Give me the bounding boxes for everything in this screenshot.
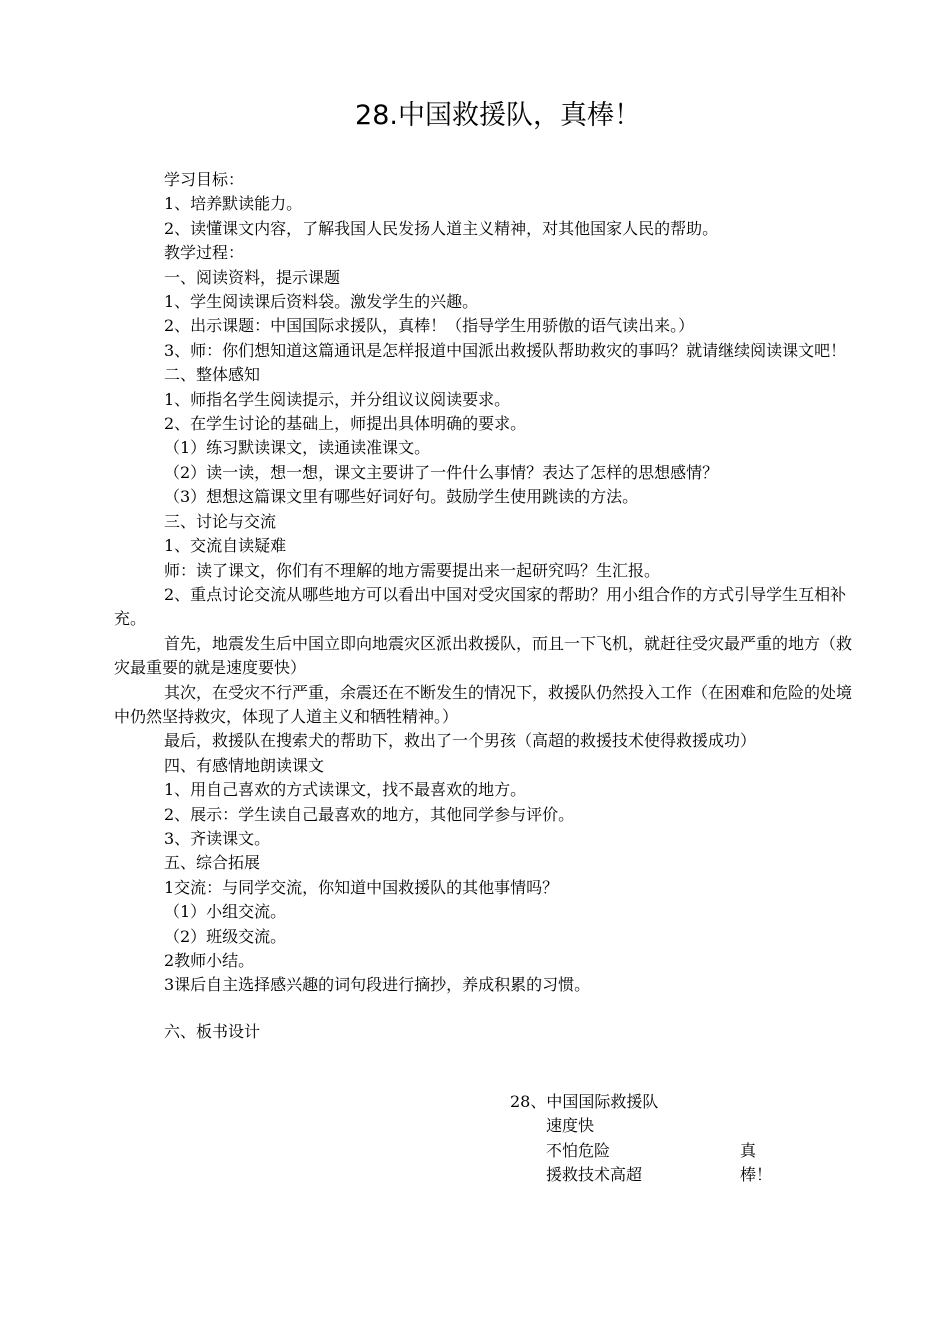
paragraph: 2、展示：学生读自己最喜欢的地方，其他同学参与评价。: [164, 804, 575, 824]
paragraph: 1、培养默读能力。: [164, 194, 303, 214]
board-title: 28、中国国际救援队: [510, 1092, 659, 1111]
paragraph: 2、重点讨论交流从哪些地方可以看出中国对受灾国家的帮助？用小组合作的方式引导学生互相补充。: [114, 584, 847, 629]
document-title: 28.中国救援队，真棒！: [355, 100, 641, 131]
board-slogan: 真棒！: [740, 1140, 773, 1185]
paragraph: 教学过程：: [164, 243, 245, 263]
paragraph: 3课后自主选择感兴趣的词句段进行摘抄，养成积累的习惯。: [164, 975, 591, 995]
board-item: 速度快: [546, 1116, 595, 1136]
paragraph: 1、师指名学生阅读提示，并分组议议阅读要求。: [164, 389, 511, 409]
paragraph: 2、在学生讨论的基础上，师提出具体明确的要求。: [164, 414, 527, 434]
paragraph: 五、综合拓展: [164, 853, 261, 873]
blackboard-design: [510, 1090, 773, 1188]
paragraph: 1、用自己喜欢的方式读课文，找不最喜欢的地方。: [164, 780, 527, 800]
paragraph: 师：读了课文，你们有不理解的地方需要提出来一起研究吗？生汇报。: [164, 560, 661, 580]
paragraph: （1）小组交流。: [164, 902, 287, 922]
paragraph: 四、有感情地朗读课文: [164, 755, 325, 775]
board-item: 不怕危险: [546, 1140, 611, 1160]
section-heading-board: 六、板书设计: [164, 1021, 261, 1041]
paragraph: 3、齐读课文。: [164, 828, 271, 848]
paragraph: 1、交流自读疑难: [164, 536, 287, 556]
paragraph: 一、阅读资料，提示课题: [164, 267, 341, 287]
board-item: 援救技术高超: [546, 1165, 643, 1185]
paragraph: （2）班级交流。: [164, 926, 287, 946]
paragraph: 最后，救援队在搜索犬的帮助下，救出了一个男孩（高超的救援技术使得救援成功）: [164, 731, 757, 751]
paragraph: 首先，地震发生后中国立即向地震灾区派出救援队，而且一下飞机，就赶往受灾最严重的地方（救灾最重要的就是速度要快）: [114, 633, 853, 678]
paragraph: （2）读一读，想一想，课文主要讲了一件什么事情？表达了怎样的思想感情？: [164, 462, 719, 482]
paragraph: 三、讨论与交流: [164, 511, 277, 531]
paragraph: 1交流：与同学交流，你知道中国救援队的其他事情吗？: [164, 877, 559, 897]
paragraph: 3、师：你们想知道这篇通讯是怎样报道中国派出救援队帮助救灾的事吗？就请继续阅读课文吧！: [164, 340, 847, 360]
paragraph: （1）练习默读课文，读通读准课文。: [164, 438, 431, 458]
paragraph: （3）想想这篇课文里有哪些好词好句。鼓励学生使用跳读的方法。: [164, 487, 639, 507]
paragraph: 其次，在受灾不行严重，余震还在不断发生的情况下，救援队仍然投入工作（在困难和危险的处境中仍然坚持救灾，体现了人道主义和牺牲精神。）: [114, 682, 853, 726]
document-body: [114, 168, 866, 1044]
paragraph: 2教师小结。: [164, 951, 255, 970]
paragraph: 学习目标：: [164, 170, 245, 189]
paragraph: 2、出示课题：中国国际求援队，真棒！（指导学生用骄傲的语气读出来。）: [164, 316, 695, 336]
paragraph: 2、读懂课文内容，了解我国人民发扬人道主义精神，对其他国家人民的帮助。: [164, 218, 719, 238]
paragraph: 二、整体感知: [164, 365, 261, 385]
paragraph: 1、学生阅读课后资料袋。激发学生的兴趣。: [164, 292, 479, 312]
